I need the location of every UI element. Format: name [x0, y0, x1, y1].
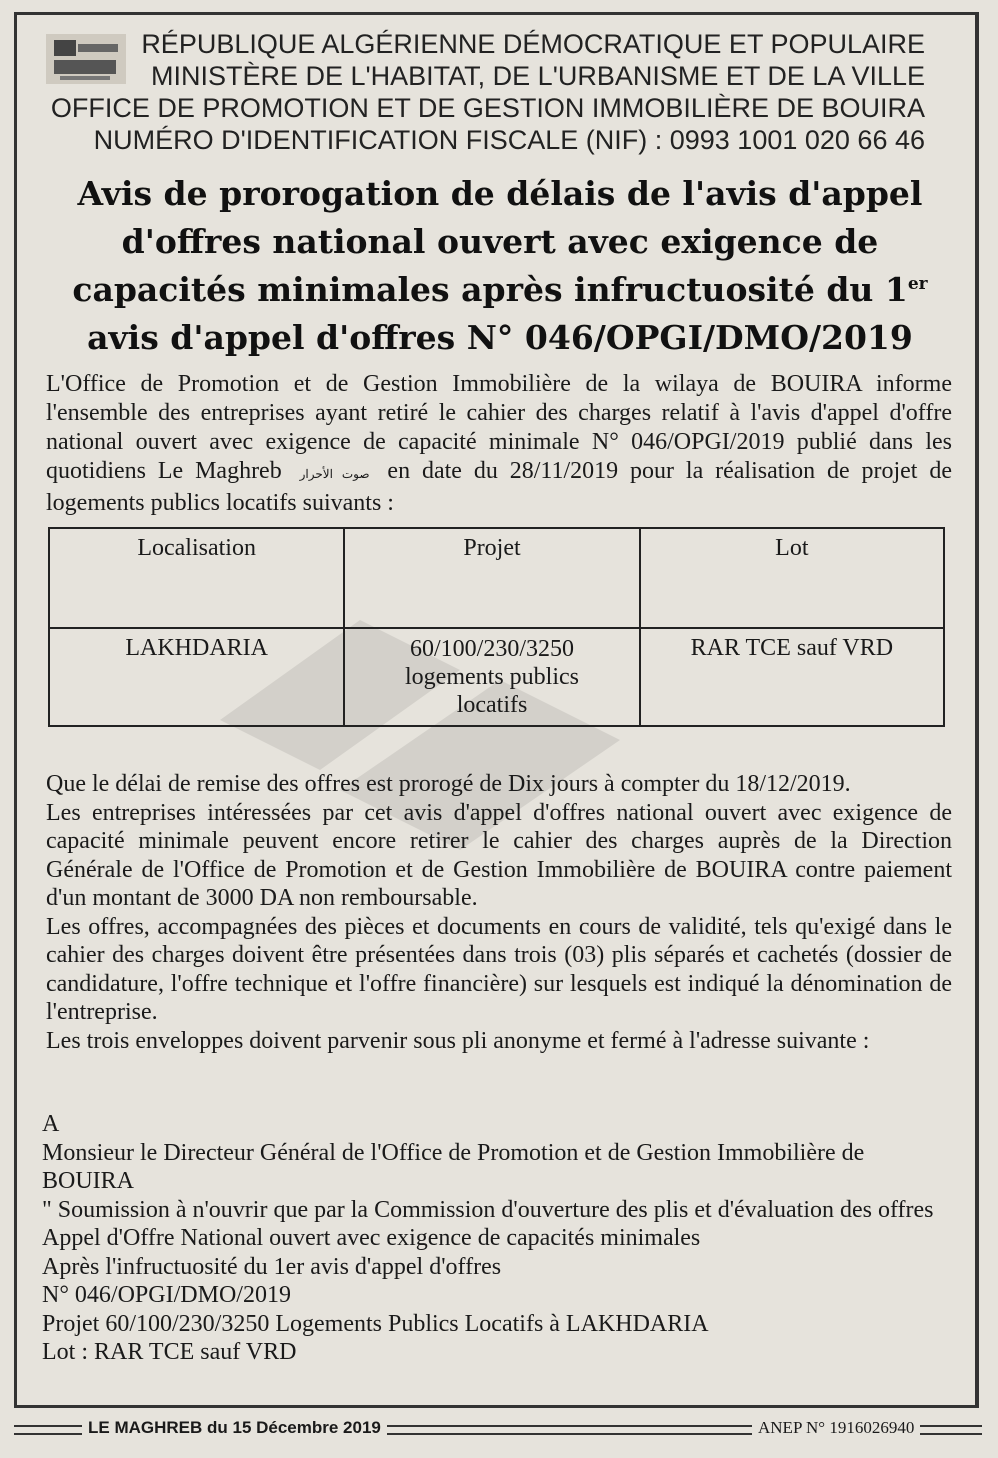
title-line-2: d'offres national ouvert avec exigence de	[121, 222, 879, 261]
table-header-lot: Lot	[640, 528, 944, 628]
cell-projet	[344, 628, 639, 726]
paragraph-deadline: Que le délai de remise des offres est prorogé de Dix jours à compter du 18/12/2019.	[46, 771, 851, 797]
address-note: " Soumission à n'ouvrir que par la Commission d'ouverture des plis et d'évaluation des offres	[42, 1196, 934, 1223]
header-nif: NUMÉRO D'IDENTIFICATION FISCALE (NIF) : 0993 1001 020 66 46	[93, 125, 925, 155]
intro-arabic-newspaper: صوت الأحرار	[299, 467, 370, 481]
title-line-3-text: capacités minimales après infructuosité du 1	[72, 270, 908, 309]
table-header-localisation: Localisation	[49, 528, 344, 628]
table-row	[49, 628, 944, 726]
body-text	[46, 770, 952, 1055]
footer-newspaper-date: LE MAGHREB du 15 Décembre 2019	[82, 1418, 387, 1438]
header-office: OFFICE DE PROMOTION ET DE GESTION IMMOBILIÈRE DE BOUIRA	[50, 93, 925, 123]
title-line-3	[40, 266, 960, 314]
address-block	[42, 1110, 954, 1367]
paragraph-envelopes: Les trois enveloppes doivent parvenir sous pli anonyme et fermé à l'adresse suivante :	[46, 1027, 870, 1054]
address-line-5: Lot : RAR TCE sauf VRD	[42, 1339, 297, 1365]
intro-paragraph	[46, 370, 952, 518]
table-header-row	[49, 528, 944, 628]
address-line-3: N° 046/OPGI/DMO/2019	[42, 1282, 291, 1308]
cell-projet-line-3: locatifs	[456, 692, 528, 718]
cell-lot: RAR TCE sauf VRD	[640, 628, 944, 726]
paragraph-withdrawal: Les entreprises intéressées par cet avis d'appel d'offres national ouvert avec exigence de capacité minimale peuvent encore retirer le cahier des charges auprès de la Direction Générale de l'Office de Promotion et de Gestion Immobilière de BOUIRA contre paiement d'un montant de 3000 DA non remboursable.	[46, 799, 952, 911]
address-line-1: Appel d'Offre National ouvert avec exigence de capacités minimales	[42, 1225, 701, 1251]
header-ministry: MINISTÈRE DE L'HABITAT, DE L'URBANISME ET DE LA VILLE	[150, 61, 925, 91]
cell-projet-line-1: 60/100/230/3250	[410, 636, 575, 662]
address-recipient: Monsieur le Directeur Général de l'Office de Promotion et de Gestion Immobilière de BOUIRA	[42, 1139, 865, 1194]
intro-part-2: en date du 28/11/2019 pour la réalisation de projet de logements publics locatifs suivants :	[46, 458, 953, 516]
cell-localisation: LAKHDARIA	[49, 628, 344, 726]
title-line-3-sup: er	[907, 274, 928, 294]
footer	[14, 1418, 982, 1446]
footer-anep-number: ANEP N° 1916026940	[752, 1418, 920, 1438]
header-republic: RÉPUBLIQUE ALGÉRIENNE DÉMOCRATIQUE ET POPULAIRE	[141, 29, 925, 59]
address-line-4: Projet 60/100/230/3250 Logements Publics Locatifs à LAKHDARIA	[42, 1310, 709, 1337]
paragraph-offers: Les offres, accompagnées des pièces et documents en cours de validité, tels qu'exigé dans le cahier des charges doivent être présentées dans trois (03) plis séparés et cachetés (dossier de candidature, l'offre technique et l'offre financière) sur lesquels est indiqué la dénomination de l'entreprise.	[46, 913, 952, 1025]
header-block	[40, 28, 925, 156]
intro-part-1: L'Office de Promotion et de Gestion Immobilière de la wilaya de BOUIRA informe l'ensemble des entreprises ayant retiré le cahier des charges relatif à l'avis d'appel d'offre national ouvert avec exigence de capacité minimale N° 046/OPGI/2019 publié dans les quotidiens Le Maghreb	[46, 371, 952, 484]
address-a: A	[42, 1111, 60, 1137]
title-line-1: Avis de prorogation de délais de l'avis d'appel	[77, 174, 923, 213]
lots-table	[48, 527, 945, 727]
notice-title	[40, 170, 960, 362]
table-header-projet: Projet	[344, 528, 639, 628]
title-line-4: avis d'appel d'offres N° 046/OPGI/DMO/2019	[87, 318, 913, 357]
address-line-2: Après l'infructuosité du 1er avis d'appel d'offres	[42, 1253, 502, 1280]
cell-projet-line-2: logements publics	[405, 664, 579, 690]
